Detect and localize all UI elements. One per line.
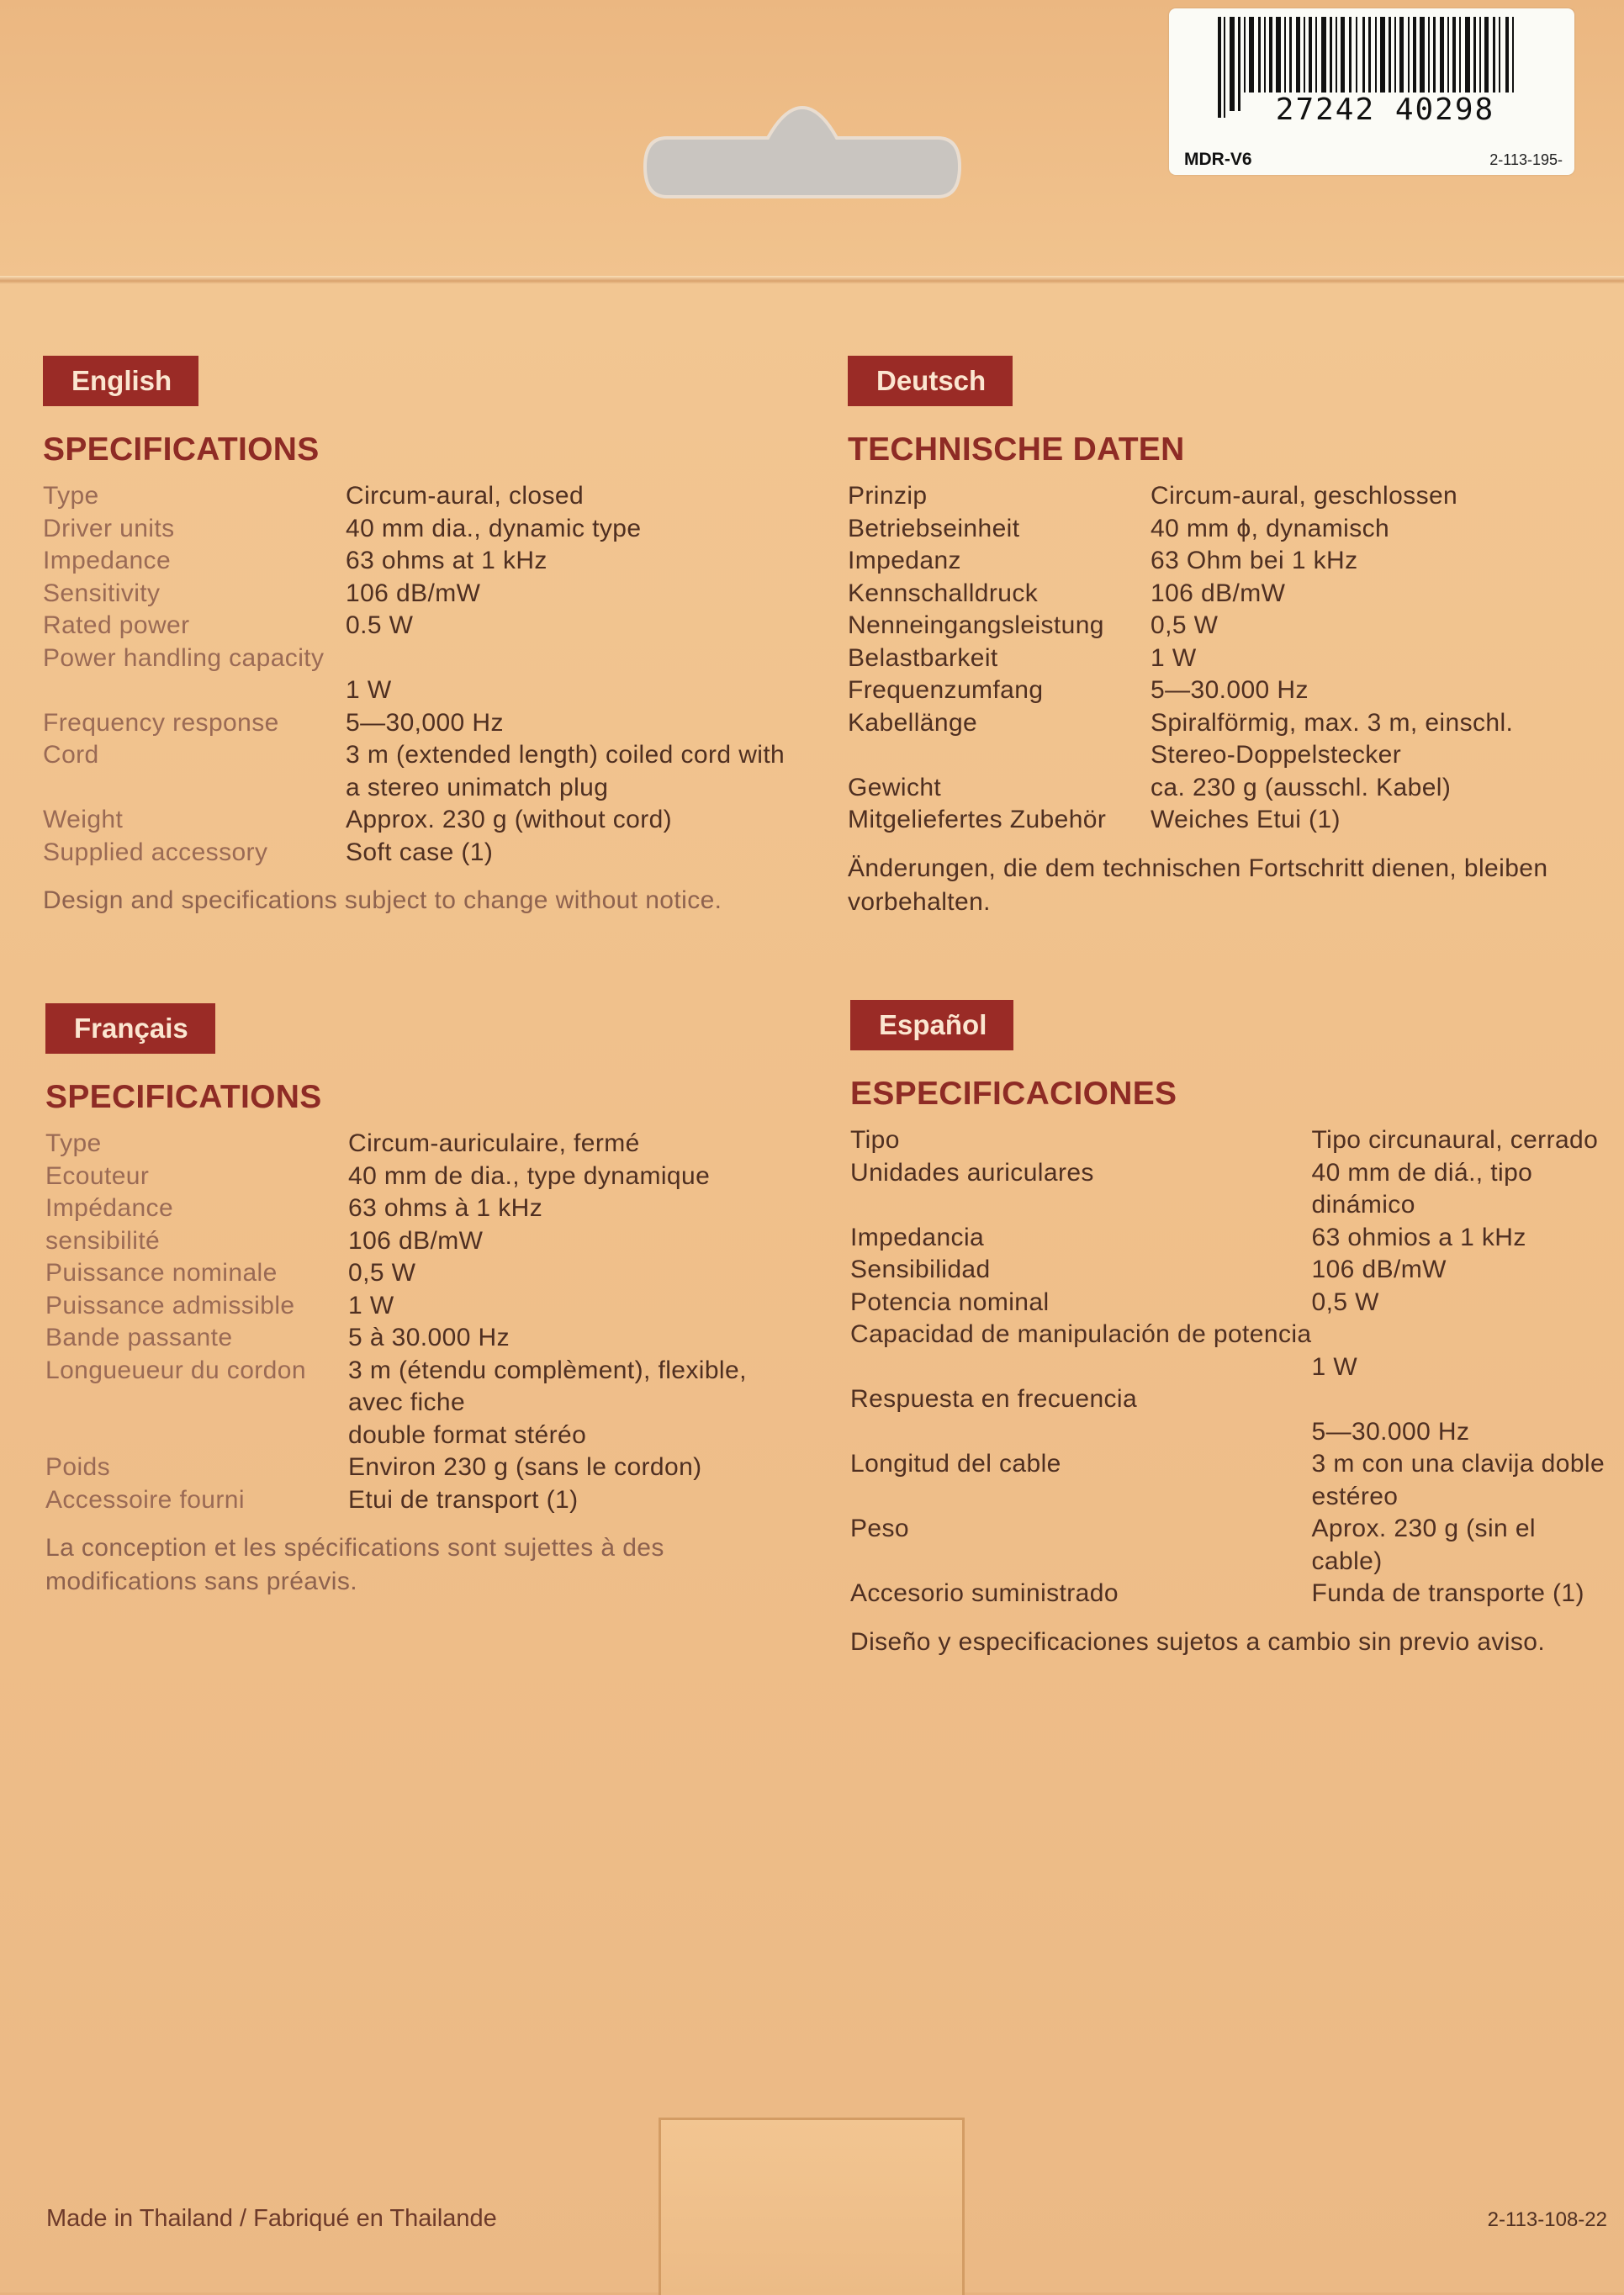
- spec-value: ca. 230 g (ausschl. Kabel): [1151, 773, 1452, 801]
- spec-key: Type: [43, 482, 99, 510]
- spec-row: [848, 578, 1605, 611]
- spec-note-espanol: Diseño y especificaciones sujetos a cambio sin previo aviso.: [850, 1627, 1546, 1656]
- spec-value: 0,5 W: [348, 1259, 416, 1287]
- spec-key: Respuesta en frecuencia: [850, 1385, 1138, 1413]
- spec-title-deutsch: TECHNISCHE DATEN: [848, 431, 1185, 468]
- spec-value: 1 W: [346, 676, 392, 704]
- spec-key: Tipo: [850, 1126, 900, 1154]
- spec-value: 63 Ohm bei 1 kHz: [1151, 547, 1358, 574]
- spec-row: [848, 513, 1605, 546]
- spec-value: 106 dB/mW: [1311, 1256, 1447, 1283]
- spec-row: [850, 1287, 1607, 1319]
- spec-row: [43, 513, 800, 546]
- spec-key: Impedancia: [850, 1223, 985, 1251]
- spec-title-english: SPECIFICATIONS: [43, 431, 320, 468]
- spec-row: [43, 707, 800, 740]
- spec-value: 63 ohms à 1 kHz: [348, 1194, 543, 1222]
- product-code: 2-113-108-22: [1487, 2208, 1607, 2231]
- spec-key: Impédance: [45, 1194, 174, 1222]
- section-english: [43, 356, 800, 917]
- section-francais: [45, 1003, 802, 1599]
- spec-key: Kabellänge: [848, 708, 978, 737]
- barcode-label: [1169, 8, 1574, 175]
- spec-row: [45, 1161, 802, 1193]
- spec-key: [850, 1351, 1312, 1384]
- spec-value: 1 W: [1151, 643, 1197, 672]
- spec-key: Prinzip: [848, 482, 928, 510]
- spec-value: Etui de transport (1): [348, 1485, 579, 1514]
- spec-value: 3 m (étendu complèment), flexible, avec fiche: [348, 1356, 747, 1416]
- spec-key: [850, 1416, 1312, 1449]
- spec-table-francais: [45, 1128, 802, 1516]
- spec-value: 5—30,000 Hz: [346, 708, 504, 737]
- spec-key: Accesorio suministrado: [850, 1579, 1119, 1607]
- spec-value: 5—30.000 Hz: [1151, 676, 1309, 704]
- spec-value: Tipo circunaural, cerrado: [1311, 1126, 1599, 1154]
- spec-value: 0,5 W: [1311, 1288, 1379, 1316]
- spec-row: [850, 1157, 1607, 1222]
- spec-row: [45, 1484, 802, 1517]
- spec-key: Weight: [43, 806, 124, 833]
- section-espanol: [850, 1000, 1607, 1659]
- spec-row: [850, 1578, 1607, 1610]
- bottom-tab: [659, 2118, 965, 2295]
- spec-row: [45, 1420, 802, 1452]
- spec-value: Circum-aural, geschlossen: [1151, 482, 1458, 510]
- spec-key: Sensitivity: [43, 579, 161, 607]
- spec-note-francais: La conception et les spécifications sont sujettes à des modifications sans préavis.: [45, 1534, 664, 1595]
- spec-row: [45, 1257, 802, 1290]
- spec-value: [346, 642, 800, 675]
- spec-key: Ecouteur: [45, 1161, 150, 1190]
- spec-value: 3 m (extended length) coiled cord with a stereo unimatch plug: [346, 741, 786, 801]
- spec-value: Aprox. 230 g (sin el cable): [1311, 1515, 1536, 1575]
- spec-row: [848, 545, 1605, 578]
- spec-key: Bande passante: [45, 1324, 233, 1351]
- barcode-number: 27242 40298: [1243, 93, 1527, 127]
- spec-row: [45, 1192, 802, 1225]
- fold-line: [0, 276, 1624, 284]
- section-deutsch: [848, 356, 1605, 919]
- spec-row: [848, 707, 1605, 772]
- spec-title-espanol: ESPECIFICACIONES: [850, 1076, 1177, 1112]
- spec-row: [850, 1124, 1607, 1157]
- spec-key: Frequenzumfang: [848, 676, 1044, 704]
- spec-value: 63 ohms at 1 kHz: [346, 547, 548, 574]
- part-number: 2-113-195-: [1489, 151, 1563, 168]
- spec-value: 40 mm dia., dynamic type: [346, 514, 642, 542]
- spec-row: [43, 837, 800, 870]
- spec-key: [45, 1420, 348, 1452]
- spec-key: Capacidad de manipulación de potencia: [850, 1320, 1312, 1348]
- spec-key: Nenneingangsleistung: [848, 611, 1104, 639]
- spec-value: 40 mm ϕ, dynamisch: [1151, 514, 1390, 542]
- spec-row: [45, 1322, 802, 1355]
- spec-table-deutsch: [848, 480, 1605, 837]
- spec-value: 0,5 W: [1151, 611, 1219, 639]
- hang-hole: [642, 104, 963, 200]
- spec-row: [850, 1513, 1607, 1578]
- spec-row: [43, 545, 800, 578]
- spec-row: [850, 1383, 1607, 1416]
- spec-note-deutsch: Änderungen, die dem technischen Fortschritt dienen, bleiben vorbehalten.: [848, 854, 1548, 916]
- spec-row: [848, 480, 1605, 513]
- spec-value: 0.5 W: [346, 611, 414, 639]
- spec-value: Soft case (1): [346, 838, 494, 866]
- language-badge-espanol: Español: [850, 1000, 1013, 1050]
- spec-key: Supplied accessory: [43, 838, 268, 866]
- spec-key: Driver units: [43, 514, 175, 542]
- spec-value: Circum-aural, closed: [346, 482, 585, 510]
- spec-row: [850, 1448, 1607, 1513]
- spec-key: Kennschalldruck: [848, 579, 1039, 607]
- spec-value: Circum-auriculaire, fermé: [348, 1129, 640, 1157]
- spec-value: 3 m con una clavija doble estéreo: [1311, 1450, 1605, 1510]
- spec-value: Spiralförmig, max. 3 m, einschl. Stereo-Doppelstecker: [1151, 708, 1514, 769]
- spec-value: Funda de transporte (1): [1311, 1579, 1584, 1607]
- spec-key: Betriebseinheit: [848, 514, 1020, 542]
- spec-key: Puissance nominale: [45, 1259, 278, 1287]
- spec-key: Longitud del cable: [850, 1450, 1061, 1478]
- spec-key: Puissance admissible: [45, 1291, 295, 1319]
- spec-row: [850, 1222, 1607, 1255]
- language-badge-deutsch: Deutsch: [848, 356, 1013, 406]
- spec-row: [850, 1416, 1607, 1449]
- spec-row: [850, 1351, 1607, 1384]
- spec-key: Type: [45, 1129, 102, 1157]
- spec-value: 5 à 30.000 Hz: [348, 1324, 510, 1351]
- spec-table-english: [43, 480, 800, 869]
- spec-key: Rated power: [43, 611, 190, 639]
- spec-value: 40 mm de dia., type dynamique: [348, 1161, 711, 1190]
- spec-value: 106 dB/mW: [1151, 579, 1286, 607]
- spec-value: 1 W: [348, 1291, 394, 1319]
- spec-row: [848, 674, 1605, 707]
- spec-row: [43, 739, 800, 804]
- spec-key: Accessoire fourni: [45, 1485, 245, 1514]
- spec-row: [45, 1128, 802, 1161]
- spec-row: [850, 1254, 1607, 1287]
- spec-row: [43, 480, 800, 513]
- spec-row: [848, 772, 1605, 805]
- spec-key: Poids: [45, 1453, 111, 1481]
- spec-key: Longueueur du cordon: [45, 1356, 306, 1384]
- spec-row: [45, 1225, 802, 1258]
- spec-key: Cord: [43, 741, 99, 769]
- spec-key: Frequency response: [43, 708, 279, 737]
- spec-key: Mitgeliefertes Zubehör: [848, 806, 1107, 833]
- spec-row: [850, 1319, 1607, 1351]
- spec-key: Peso: [850, 1515, 909, 1542]
- spec-row: [43, 642, 800, 675]
- language-badge-english: English: [43, 356, 198, 406]
- spec-key: Potencia nominal: [850, 1288, 1050, 1316]
- spec-row: [43, 674, 800, 707]
- spec-value: 1 W: [1311, 1352, 1358, 1381]
- made-in-text: Made in Thailand / Fabriqué en Thailande: [46, 2205, 497, 2232]
- spec-key: [43, 674, 346, 707]
- spec-table-espanol: [850, 1124, 1607, 1610]
- spec-value: 5—30.000 Hz: [1311, 1417, 1470, 1446]
- spec-row: [43, 610, 800, 642]
- spec-value: Weiches Etui (1): [1151, 806, 1341, 833]
- spec-note-english: Design and specifications subject to change without notice.: [43, 886, 722, 914]
- language-badge-francais: Français: [45, 1003, 215, 1054]
- spec-key: Sensibilidad: [850, 1256, 991, 1283]
- spec-key: Power handling capacity: [43, 643, 325, 672]
- spec-value: [1312, 1383, 1607, 1416]
- spec-row: [45, 1290, 802, 1323]
- spec-row: [848, 642, 1605, 675]
- spec-key: Impedanz: [848, 547, 961, 574]
- spec-key: Gewicht: [848, 773, 942, 801]
- spec-row: [45, 1355, 802, 1420]
- spec-value: [1312, 1319, 1607, 1351]
- spec-key: Belastbarkeit: [848, 643, 998, 672]
- spec-value: Approx. 230 g (without cord): [346, 806, 673, 833]
- spec-title-francais: SPECIFICATIONS: [45, 1079, 322, 1115]
- spec-value: 40 mm de diá., tipo dinámico: [1311, 1158, 1533, 1219]
- spec-value: 106 dB/mW: [346, 579, 481, 607]
- spec-key: sensibilité: [45, 1226, 161, 1255]
- spec-value: 63 ohmios a 1 kHz: [1311, 1223, 1526, 1251]
- spec-row: [848, 804, 1605, 837]
- spec-value: 106 dB/mW: [348, 1226, 484, 1255]
- spec-row: [43, 578, 800, 611]
- spec-value: double format stéréo: [348, 1420, 587, 1449]
- spec-row: [848, 610, 1605, 642]
- spec-key: Impedance: [43, 547, 172, 574]
- spec-key: Unidades auriculares: [850, 1158, 1094, 1187]
- spec-row: [43, 804, 800, 837]
- spec-value: Environ 230 g (sans le cordon): [348, 1453, 702, 1481]
- model-code: MDR-V6: [1184, 150, 1252, 169]
- spec-row: [45, 1452, 802, 1484]
